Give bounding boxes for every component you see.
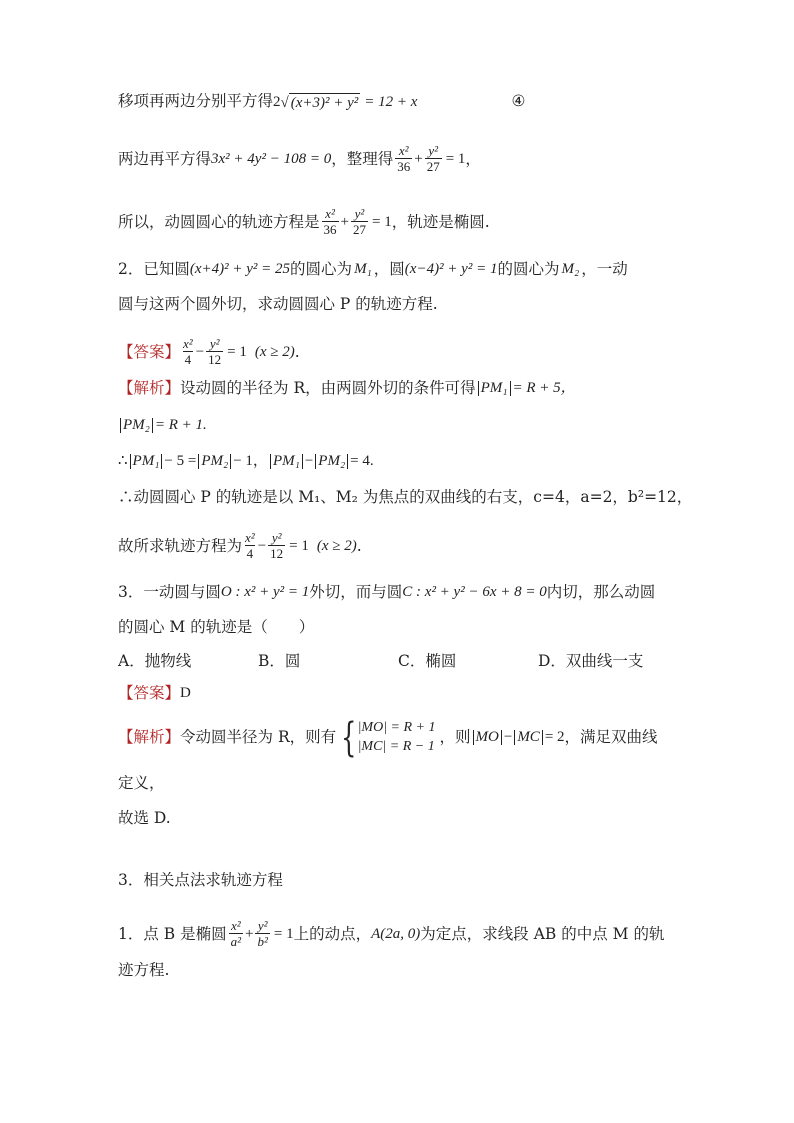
answer-3: 【答案】 D: [118, 684, 191, 702]
option-b: B．圆: [258, 652, 301, 670]
fraction: $\frac{\text{x²}}{36}$: [323, 206, 337, 238]
answer-2: 【答案】 $\frac{\text{x²}}{4}$ − $\frac{\text{y²}}{12}$ = 1 (x ≥ 2) .: [118, 336, 300, 368]
document-page: [118, 0, 718, 1123]
question-4-line-2: 迹方程.: [118, 961, 170, 979]
question-2-line-2: 圆与这两个圆外切，求动圆圆心 P 的轨迹方程.: [118, 295, 438, 313]
fraction: $\frac{\text{x²}}{36}$: [397, 143, 411, 175]
solution-2-line-4: ∴动圆圆心 P 的轨迹是以 M₁、M₂ 为焦点的双曲线的右支，c=4，a=2，b²=12，: [118, 488, 693, 506]
equation-system: |MO| = R + 1 |MC| = R − 1: [357, 720, 436, 754]
fraction: $\frac{\text{y²}}{12}$: [270, 530, 284, 562]
solution-2-line-1: 【解析】 设动圆的半径为 R，由两圆外切的条件可得 PM₁ = R + 5，: [118, 379, 576, 397]
question-3-line-2: 的圆心 M 的轨迹是（ ）: [118, 618, 315, 636]
fraction: $\frac{\text{x²}}{4}$: [183, 336, 193, 368]
solution-3-line-3: 故选 D.: [118, 809, 171, 827]
question-2: 2．已知圆 (x+4)² + y² = 25 的圆心为 M₁ ，圆 (x−4)² + y² = 1 的圆心为 M₂ ，一动: [118, 260, 628, 278]
question-3: 3．一动圆与圆 O : x² + y² = 1 外切，而与圆 C : x² + y² − 6x + 8 = 0 内切，那么动圆: [118, 583, 656, 601]
option-d: D．双曲线一支: [538, 652, 644, 670]
question-4: 1．点 B 是椭圆 $\frac{\text{x²}}{\text{a²}}$ + $\frac{\text{y²}}{\text{b²}}$ = 1 上的动点， A(2a, 0) 为定点，求线段 AB 的中点 M 的轨: [118, 918, 665, 950]
fraction: $\frac{\text{y²}}{12}$: [208, 336, 222, 368]
solution-2-line-2: PM₂ = R + 1.: [118, 418, 207, 433]
question-3-options: [118, 654, 648, 670]
derivation-line-2: 两边再平方得 3x² + 4y² − 108 = 0 ，整理得 $\frac{\text{x²}}{36}$ + $\frac{\text{y²}}{27}$ = 1 ，: [118, 143, 481, 175]
solution-2-line-3: ∴ PM₁ − 5 = PM₂ − 1， PM₁ − PM₂ = 4.: [118, 453, 374, 469]
answer-tag: 【答案】: [118, 342, 181, 361]
fraction: $\frac{\text{y²}}{27}$: [426, 143, 440, 175]
fraction: $\frac{\text{x²}}{4}$: [245, 530, 255, 562]
solution-3-line-2: 定义，: [118, 774, 165, 792]
equation-number: ④: [511, 92, 526, 111]
derivation-line-1: 移项再两边分别平方得 2 √ (x+3)² + y² = 12 + x ④: [118, 92, 526, 111]
answer-tag: 【答案】: [118, 684, 181, 702]
solution-tag: 【解析】: [118, 728, 181, 747]
fraction: $\frac{\text{y²}}{27}$: [352, 206, 366, 238]
option-c: C．椭圆: [398, 652, 457, 670]
solution-2-line-5: 故所求轨迹方程为 $\frac{\text{x²}}{4}$ − $\frac{\text{y²}}{12}$ = 1 (x ≥ 2) .: [118, 530, 362, 562]
fraction: $\frac{\text{x²}}{\text{a²}}$: [230, 918, 242, 950]
section-heading: 3．相关点法求轨迹方程: [118, 871, 283, 889]
solution-tag: 【解析】: [118, 379, 181, 397]
sqrt-expression: √ (x+3)² + y²: [280, 95, 359, 111]
fraction: $\frac{\text{y²}}{\text{b²}}$: [257, 918, 268, 950]
brace: {: [341, 714, 357, 761]
option-a: A．抛物线: [118, 652, 192, 670]
derivation-conclusion: 所以，动圆圆心的轨迹方程是 $\frac{\text{x²}}{36}$ + $\frac{\text{y²}}{27}$ = 1 ，轨迹是椭圆.: [118, 206, 490, 238]
solution-3-line-1: 【解析】 令动圆半径为 R，则有 { |MO| = R + 1 |MC| = R − 1 ，则 MO − MC = 2 ，满足双曲线: [118, 714, 658, 761]
